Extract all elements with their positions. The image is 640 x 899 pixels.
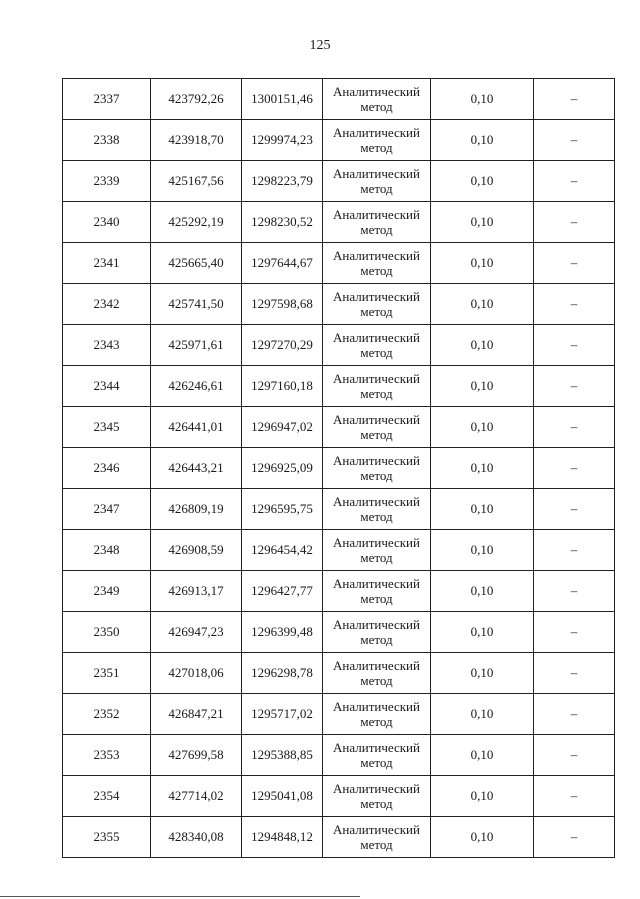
point-number-cell: 2354 (63, 776, 151, 817)
accuracy-cell: 0,10 (431, 243, 534, 284)
accuracy-cell: 0,10 (431, 448, 534, 489)
coordinate-y-cell: 1297644,67 (242, 243, 323, 284)
note-cell: – (534, 120, 615, 161)
method-cell (323, 776, 431, 817)
method-label-line1: Аналитический (333, 125, 420, 140)
point-number-cell: 2338 (63, 120, 151, 161)
coordinate-y-cell: 1295717,02 (242, 694, 323, 735)
point-number-cell: 2342 (63, 284, 151, 325)
method-label-line1: Аналитический (333, 289, 420, 304)
accuracy-cell: 0,10 (431, 366, 534, 407)
method-label-line1: Аналитический (333, 535, 420, 550)
method-cell (323, 161, 431, 202)
method-label-line1: Аналитический (333, 494, 420, 509)
page-number: 125 (309, 38, 331, 53)
method-label-line1: Аналитический (333, 248, 420, 263)
coordinate-y-cell: 1294848,12 (242, 817, 323, 858)
table-row (63, 366, 615, 407)
method-label-line1: Аналитический (333, 658, 420, 673)
method-label-line2: метод (360, 304, 393, 319)
method-label-line2: метод (360, 99, 393, 114)
method-label-line1: Аналитический (333, 412, 420, 427)
method-cell (323, 571, 431, 612)
table-row (63, 202, 615, 243)
coordinate-y-cell: 1299974,23 (242, 120, 323, 161)
coordinate-x-cell: 426443,21 (151, 448, 242, 489)
method-cell (323, 530, 431, 571)
method-label-line2: метод (360, 632, 393, 647)
note-cell: – (534, 407, 615, 448)
accuracy-cell: 0,10 (431, 817, 534, 858)
coordinate-y-cell: 1295041,08 (242, 776, 323, 817)
coordinate-x-cell: 426947,23 (151, 612, 242, 653)
note-cell: – (534, 161, 615, 202)
accuracy-cell: 0,10 (431, 325, 534, 366)
note-cell: – (534, 694, 615, 735)
coordinate-x-cell: 426246,61 (151, 366, 242, 407)
table-row (63, 79, 615, 120)
table-row (63, 284, 615, 325)
point-number-cell: 2341 (63, 243, 151, 284)
note-cell: – (534, 653, 615, 694)
method-label-line1: Аналитический (333, 330, 420, 345)
table-row (63, 571, 615, 612)
point-number-cell: 2337 (63, 79, 151, 120)
table-row (63, 161, 615, 202)
coordinate-x-cell: 426847,21 (151, 694, 242, 735)
coordinate-y-cell: 1296595,75 (242, 489, 323, 530)
method-label-line2: метод (360, 140, 393, 155)
point-number-cell: 2351 (63, 653, 151, 694)
coordinate-x-cell: 426913,17 (151, 571, 242, 612)
accuracy-cell: 0,10 (431, 735, 534, 776)
method-cell (323, 366, 431, 407)
method-cell (323, 284, 431, 325)
point-number-cell: 2346 (63, 448, 151, 489)
coordinate-x-cell: 425971,61 (151, 325, 242, 366)
point-number-cell: 2343 (63, 325, 151, 366)
note-cell: – (534, 284, 615, 325)
method-label-line2: метод (360, 345, 393, 360)
coordinate-x-cell: 425167,56 (151, 161, 242, 202)
table-row (63, 530, 615, 571)
coordinate-x-cell: 427714,02 (151, 776, 242, 817)
method-label-line1: Аналитический (333, 166, 420, 181)
method-label-line2: метод (360, 837, 393, 852)
coordinate-y-cell: 1297598,68 (242, 284, 323, 325)
point-number-cell: 2350 (63, 612, 151, 653)
note-cell: – (534, 489, 615, 530)
point-number-cell: 2347 (63, 489, 151, 530)
accuracy-cell: 0,10 (431, 571, 534, 612)
method-label-line2: метод (360, 427, 393, 442)
accuracy-cell: 0,10 (431, 202, 534, 243)
method-label-line2: метод (360, 468, 393, 483)
coordinates-table (62, 78, 615, 858)
point-number-cell: 2349 (63, 571, 151, 612)
accuracy-cell: 0,10 (431, 489, 534, 530)
accuracy-cell: 0,10 (431, 161, 534, 202)
point-number-cell: 2353 (63, 735, 151, 776)
table-row (63, 407, 615, 448)
coordinate-x-cell: 425292,19 (151, 202, 242, 243)
method-label-line2: метод (360, 755, 393, 770)
table-row (63, 694, 615, 735)
point-number-cell: 2340 (63, 202, 151, 243)
accuracy-cell: 0,10 (431, 530, 534, 571)
table-row (63, 448, 615, 489)
coordinate-x-cell: 426809,19 (151, 489, 242, 530)
accuracy-cell: 0,10 (431, 79, 534, 120)
coordinate-x-cell: 428340,08 (151, 817, 242, 858)
table-row (63, 612, 615, 653)
method-cell (323, 120, 431, 161)
method-label-line1: Аналитический (333, 576, 420, 591)
method-label-line2: метод (360, 181, 393, 196)
note-cell: – (534, 243, 615, 284)
accuracy-cell: 0,10 (431, 120, 534, 161)
accuracy-cell: 0,10 (431, 284, 534, 325)
method-label-line2: метод (360, 222, 393, 237)
table-row (63, 243, 615, 284)
method-label-line1: Аналитический (333, 371, 420, 386)
note-cell: – (534, 817, 615, 858)
method-cell (323, 202, 431, 243)
method-label-line2: метод (360, 509, 393, 524)
table-row (63, 776, 615, 817)
coordinate-x-cell: 425665,40 (151, 243, 242, 284)
method-label-line1: Аналитический (333, 781, 420, 796)
method-label-line1: Аналитический (333, 740, 420, 755)
coordinate-x-cell: 423792,26 (151, 79, 242, 120)
method-label-line2: метод (360, 550, 393, 565)
method-label-line1: Аналитический (333, 699, 420, 714)
method-label-line2: метод (360, 591, 393, 606)
method-label-line2: метод (360, 796, 393, 811)
method-cell (323, 653, 431, 694)
method-cell (323, 735, 431, 776)
method-cell (323, 817, 431, 858)
coordinate-y-cell: 1296298,78 (242, 653, 323, 694)
method-label-line1: Аналитический (333, 207, 420, 222)
point-number-cell: 2344 (63, 366, 151, 407)
accuracy-cell: 0,10 (431, 407, 534, 448)
coordinate-x-cell: 426441,01 (151, 407, 242, 448)
method-cell (323, 325, 431, 366)
method-cell (323, 79, 431, 120)
accuracy-cell: 0,10 (431, 776, 534, 817)
method-cell (323, 407, 431, 448)
point-number-cell: 2352 (63, 694, 151, 735)
note-cell: – (534, 530, 615, 571)
coordinate-y-cell: 1295388,85 (242, 735, 323, 776)
method-label-line1: Аналитический (333, 453, 420, 468)
note-cell: – (534, 366, 615, 407)
note-cell: – (534, 325, 615, 366)
coordinate-y-cell: 1297160,18 (242, 366, 323, 407)
method-label-line2: метод (360, 386, 393, 401)
coordinate-x-cell: 425741,50 (151, 284, 242, 325)
scan-edge-line (0, 896, 360, 897)
coordinate-y-cell: 1298223,79 (242, 161, 323, 202)
accuracy-cell: 0,10 (431, 653, 534, 694)
coordinate-x-cell: 423918,70 (151, 120, 242, 161)
coordinate-x-cell: 427699,58 (151, 735, 242, 776)
table-row (63, 735, 615, 776)
table-row (63, 817, 615, 858)
note-cell: – (534, 612, 615, 653)
method-label-line1: Аналитический (333, 84, 420, 99)
note-cell: – (534, 202, 615, 243)
method-cell (323, 448, 431, 489)
method-label-line2: метод (360, 714, 393, 729)
method-cell (323, 694, 431, 735)
method-cell (323, 489, 431, 530)
method-label-line2: метод (360, 263, 393, 278)
coordinates-table-body (63, 79, 615, 858)
point-number-cell: 2348 (63, 530, 151, 571)
table-row (63, 120, 615, 161)
table-row (63, 325, 615, 366)
coordinate-y-cell: 1296947,02 (242, 407, 323, 448)
coordinate-y-cell: 1298230,52 (242, 202, 323, 243)
coordinate-y-cell: 1296925,09 (242, 448, 323, 489)
method-label-line1: Аналитический (333, 617, 420, 632)
accuracy-cell: 0,10 (431, 694, 534, 735)
method-cell (323, 243, 431, 284)
note-cell: – (534, 448, 615, 489)
coordinate-y-cell: 1296454,42 (242, 530, 323, 571)
point-number-cell: 2339 (63, 161, 151, 202)
point-number-cell: 2355 (63, 817, 151, 858)
method-label-line1: Аналитический (333, 822, 420, 837)
note-cell: – (534, 776, 615, 817)
coordinate-y-cell: 1300151,46 (242, 79, 323, 120)
note-cell: – (534, 79, 615, 120)
coordinate-x-cell: 427018,06 (151, 653, 242, 694)
coordinate-y-cell: 1296427,77 (242, 571, 323, 612)
note-cell: – (534, 735, 615, 776)
coordinate-y-cell: 1297270,29 (242, 325, 323, 366)
coordinate-y-cell: 1296399,48 (242, 612, 323, 653)
method-label-line2: метод (360, 673, 393, 688)
method-cell (323, 612, 431, 653)
coordinate-x-cell: 426908,59 (151, 530, 242, 571)
table-row (63, 489, 615, 530)
point-number-cell: 2345 (63, 407, 151, 448)
note-cell: – (534, 571, 615, 612)
table-row (63, 653, 615, 694)
accuracy-cell: 0,10 (431, 612, 534, 653)
